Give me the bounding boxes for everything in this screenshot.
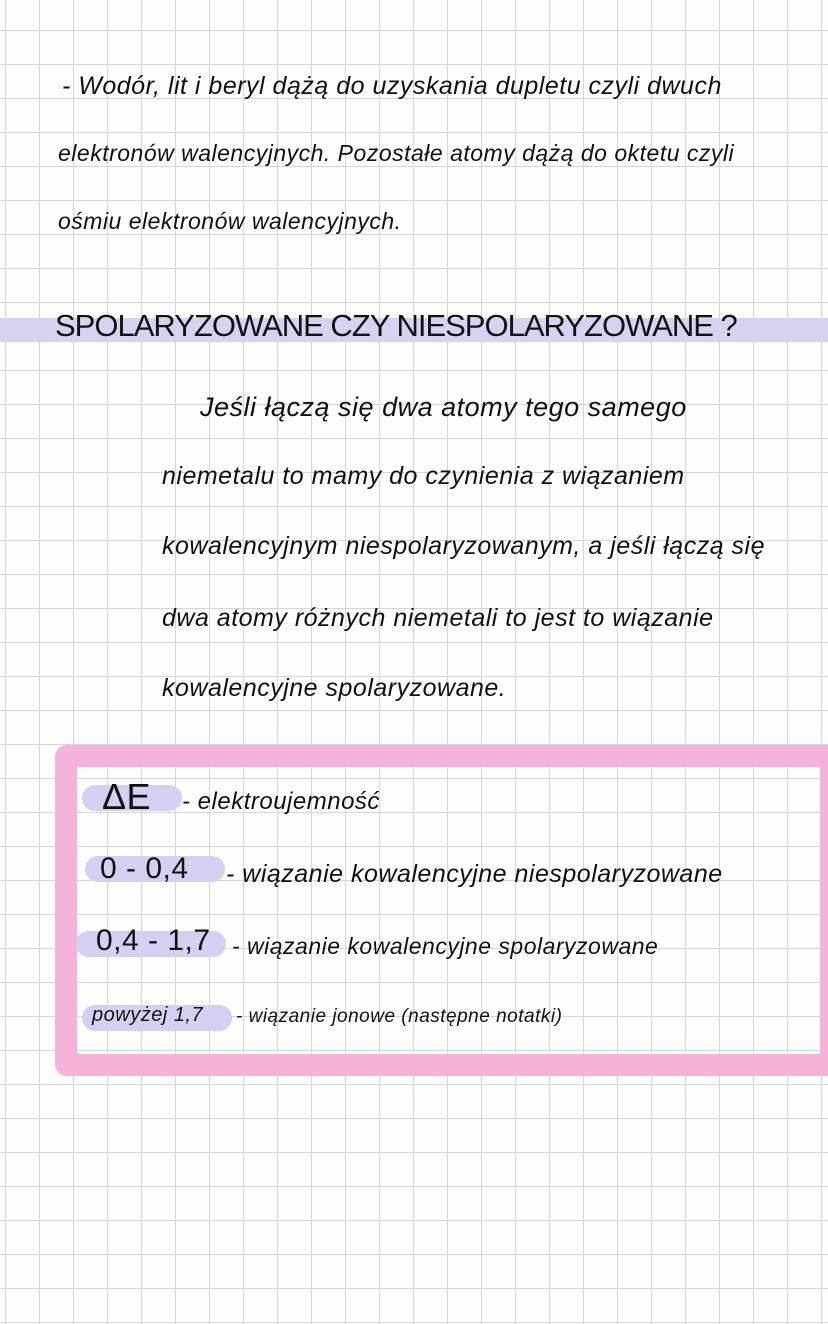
paragraph-line-2: niemetalu to mamy do czynienia z wiązaniem [162,462,685,490]
range-label: 0 - 0,4 [100,852,189,885]
paragraph-line-5: kowalencyjne spolaryzowane. [162,674,507,702]
intro-line-1: - Wodór, lit i beryl dążą do uzyskania dupletu czyli dwuch [62,72,722,100]
range-description: - wiązanie kowalencyjne spolaryzowane [232,933,659,959]
section-heading: SPOLARYZOWANE CZY NIESPOLARYZOWANE ? [55,308,737,343]
paragraph-line-1: Jeśli łączą się dwa atomy tego samego [200,392,687,422]
paragraph-line-4: dwa atomy różnych niemetali to jest to wiązanie [162,604,714,632]
definition-term: ΔE [102,776,152,817]
paragraph-line-3: kowalencyjnym niespolaryzowanym, a jeśli łączą się [162,532,766,560]
definition-text: - elektroujemność [182,788,380,815]
range-description: - wiązanie jonowe (następne notatki) [236,1006,563,1027]
range-label: powyżej 1,7 [92,1004,204,1026]
intro-line-3: ośmiu elektronów walencyjnych. [58,208,402,234]
range-label: 0,4 - 1,7 [96,924,211,957]
range-description: - wiązanie kowalencyjne niespolaryzowane [226,860,723,888]
intro-line-2: elektronów walencyjnych. Pozostałe atomy dążą do oktetu czyli [58,140,735,166]
